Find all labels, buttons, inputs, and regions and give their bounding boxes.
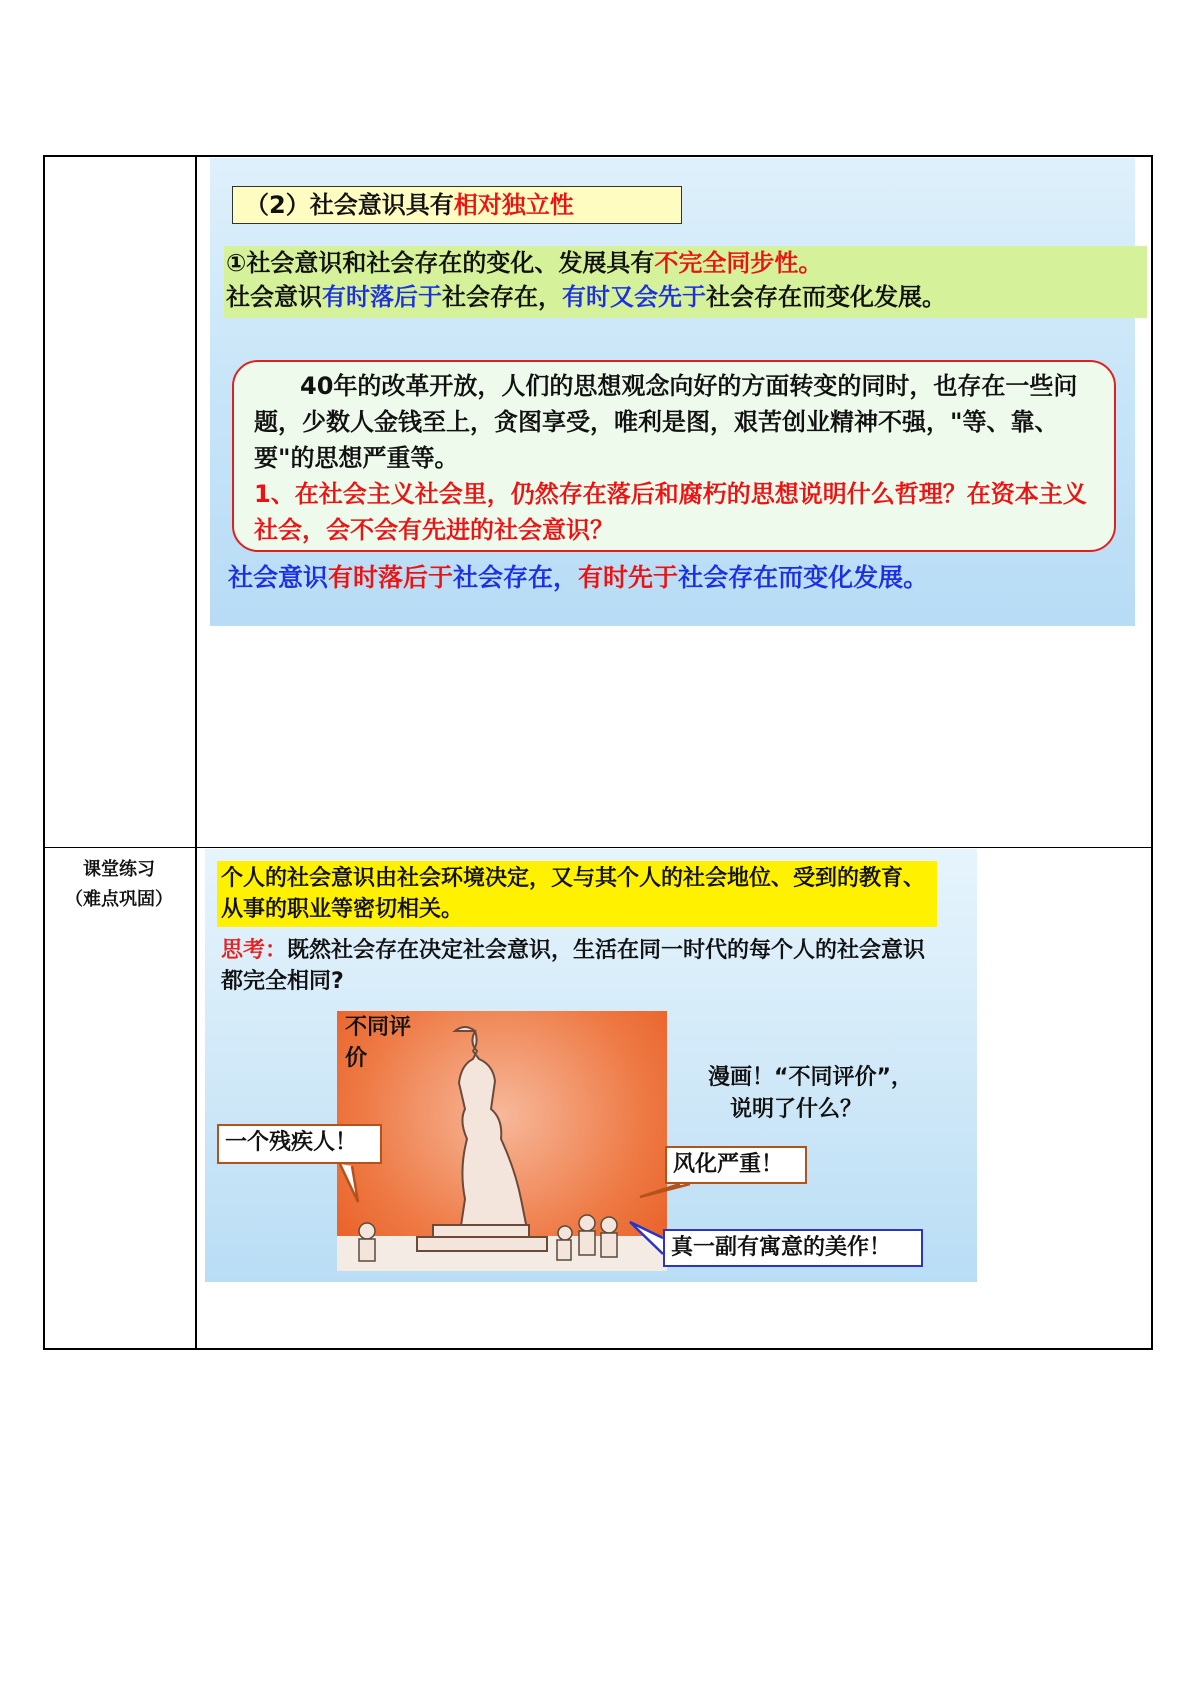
speech-bubble-disabled: 一个残疾人！ (217, 1124, 382, 1164)
point-line2-a: 社会意识 (226, 283, 322, 311)
think-text: 既然社会存在决定社会意识，生活在同一时代的每个人的社会意识都完全相同? (221, 938, 926, 994)
cartoon-title: 不同评价 (345, 1015, 412, 1071)
think-question (221, 935, 941, 997)
conclusion (228, 560, 928, 596)
point-line2-c: 社会存在， (442, 283, 562, 311)
key-point-block (224, 246, 1147, 318)
highlight-statement: 个人的社会意识由社会环境决定，又与其个人的社会地位、受到的教育、从事的职业等密切相关。 (217, 861, 937, 927)
conclusion-d: 有时先于 (578, 563, 679, 592)
row-divider (45, 847, 1151, 848)
conclusion-a: 社会意识 (228, 563, 329, 592)
slide-title (232, 186, 682, 224)
cartoon-question (708, 1062, 913, 1126)
case-box (232, 360, 1116, 552)
case-question: 1、在社会主义社会里，仍然存在落后和腐朽的思想说明什么哲理？在资本主义社会，会不会有先进的社会意识？ (254, 480, 1087, 544)
speech-bubble-masterpiece: 真一副有寓意的美作！ (663, 1229, 923, 1267)
point-line2-e: 社会存在而变化发展。 (706, 283, 946, 311)
think-label: 思考： (221, 938, 288, 963)
point-line2-d: 有时又会先于 (562, 283, 706, 311)
column-divider (195, 157, 197, 1348)
speech-bubble-weathered: 风化严重！ (665, 1146, 807, 1184)
point-line2-b: 有时落后于 (322, 283, 442, 311)
row-label (44, 855, 194, 915)
point-line1-highlight: 不完全同步性。 (654, 249, 823, 277)
slide-relative-independence (210, 158, 1135, 626)
row-label-title: 课堂练习 (83, 859, 155, 880)
conclusion-e: 社会存在而变化发展。 (678, 563, 929, 592)
question-line2: 说明了什么？ (730, 1097, 863, 1122)
title-prefix: （2）社会意识具有 (245, 191, 454, 219)
conclusion-c: 社会存在， (453, 563, 579, 592)
title-highlight: 相对独立性 (453, 191, 574, 219)
case-text: 40年的改革开放，人们的思想观念向好的方面转变的同时，也存在一些问题，少数人金钱至上，贪图享受，唯利是图，艰苦创业精神不强，"等、靠、要"的思想严重等。 (254, 372, 1078, 472)
point-line1: ①社会意识和社会存在的变化、发展具有 (226, 249, 655, 277)
question-line1: 漫画！“不同评价”， (708, 1065, 913, 1090)
conclusion-b: 有时落后于 (328, 563, 454, 592)
row-label-subtitle: （难点巩固） (65, 889, 173, 910)
